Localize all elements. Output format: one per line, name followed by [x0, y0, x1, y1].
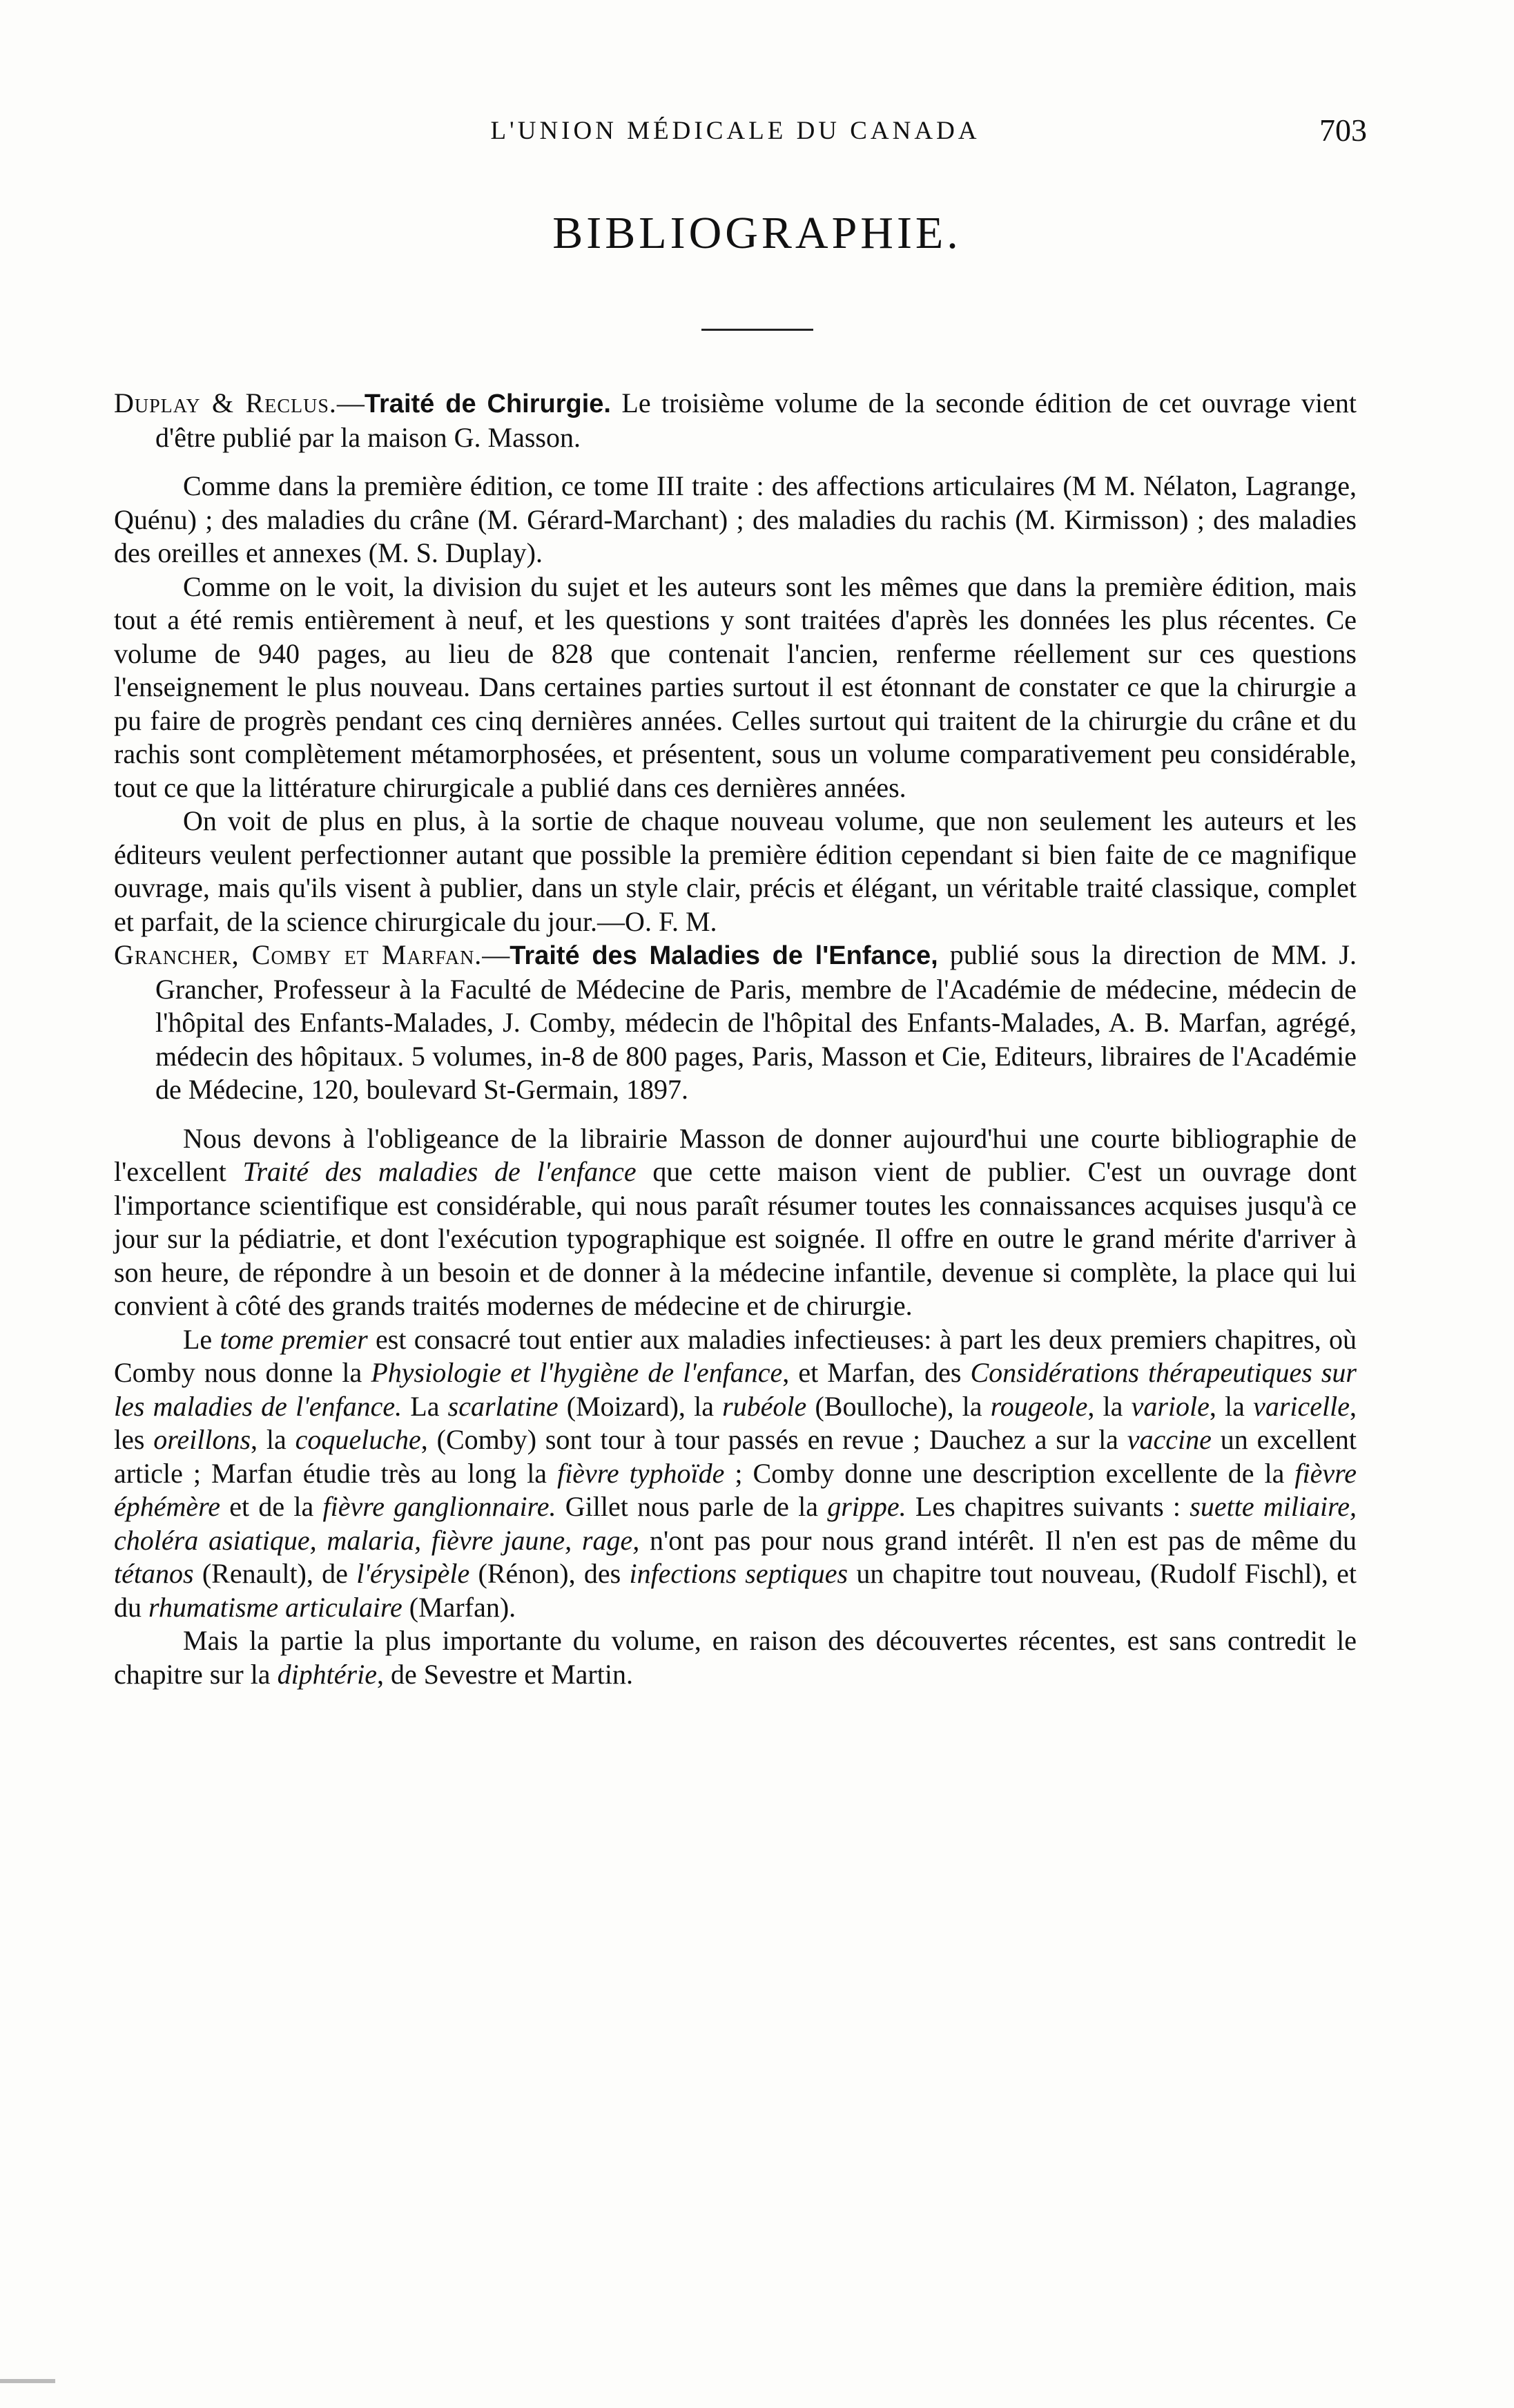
entry2-p2-italic-segment: suette miliaire, choléra asiatique, malaria, fièvre jaune, rage, [114, 1491, 1357, 1556]
entry2-p2-text-segment: (Rénon), des [469, 1558, 630, 1589]
entry2-p2-text-segment: , les [114, 1390, 1357, 1455]
entry2-paragraph-3 [114, 1624, 1357, 1691]
entry1-authors: Duplay & Reclus. [114, 387, 337, 418]
entry2-citation: publié sous la direction de MM. J. Grancher, Professeur à la Faculté de Médecine de Paris, membre de l'Académie de médecine, médecin de l'hôpital des Enfants-Malades, J. Comby, médecin de l'hôpital des Enfants-Malades, A. B. Marfan, agrégé, médecin des hôpitaux. 5 volumes, in-8 de 800 pages, Paris, Masson et Cie, Editeurs, libraires de l'Académie de Médecine, 120, boulevard St-Germain, 1897. [155, 939, 1357, 1105]
entry2-p2-italic-segment: coqueluche [295, 1424, 421, 1455]
entry1-heading [114, 387, 1357, 454]
article-body [114, 387, 1357, 1691]
entry1-paragraph-1: Comme dans la première édition, ce tome III traite : des affections articulaires (M M. Nélaton, Lagrange, Quénu) ; des maladies du crâne (M. Gérard-Marchant) ; des maladies du rachis (M. Kirmisson) ; des maladies des oreilles et annexes (M. S. Duplay). [114, 470, 1357, 568]
entry2-p2-text-segment: , et Marfan, des [782, 1357, 971, 1388]
entry2-p2-italic-segment: tome premier [220, 1323, 368, 1355]
entry2-p2-text-segment: , la [1087, 1390, 1132, 1422]
entry2-p2-italic-segment: tétanos [114, 1558, 194, 1589]
entry2-p2-text-segment: , (Comby) sont tour à tour passés en revue ; Dauchez a sur la [420, 1424, 1127, 1455]
entry2-p2-italic-segment: Considérations thérapeutiques sur les maladies de l'enfance. [114, 1357, 1357, 1422]
entry2-p3-text-b: , de Sevestre et Martin. [376, 1658, 633, 1690]
entry2-p3-italic: diphtérie [277, 1658, 377, 1690]
entry2-p2-italic-segment: Physiologie et l'hygiène de l'enfance [371, 1357, 783, 1388]
entry2-p2-text-segment: et de la [220, 1491, 323, 1522]
entry1-paragraph-3: On voit de plus en plus, à la sortie de chaque nouveau volume, que non seulement les auteurs et les éditeurs veulent perfectionner autant que possible la première édition cependant si bien faite de ce magnifique ouvrage, mais qu'ils visent à publier, dans un style clair, précis et élégant, un véritable traité classique, complet et parfait, de la science chirurgicale du jour.—O. F. M. [114, 805, 1357, 937]
entry2-p3-text-a: Mais la partie la plus importante du volume, en raison des découvertes récentes, est sans contredit le chapitre sur la [114, 1625, 1357, 1690]
entry2-p2-text-segment: La [402, 1390, 448, 1422]
entry2-p2-italic-segment: l'érysipèle [356, 1558, 470, 1589]
entry2-p2-italic-segment: variole [1131, 1390, 1210, 1422]
entry2-p2-text-segment: n'ont pas pour nous grand intérêt. Il n'en est pas de même du [639, 1524, 1357, 1556]
entry2-p2-italic-segment: rougeole [990, 1390, 1088, 1422]
entry2-paragraph-1 [114, 1122, 1357, 1323]
entry2-p2-text-segment: (Marfan). [402, 1591, 516, 1623]
entry2-dash: — [482, 939, 510, 970]
entry2-heading [114, 938, 1357, 1107]
running-title: L'UNION MÉDICALE DU CANADA [490, 117, 980, 145]
entry1-work-title: Traité de Chirurgie. [364, 389, 611, 418]
entry2-p2-text-segment: un excellent article ; Marfan étudie très au long la [114, 1424, 1357, 1489]
entry2-p2-italic-segment: infections septiques [629, 1558, 848, 1589]
entry2-p2-text-segment: un chapitre tout nouveau, (Rudolf Fischl), et du [114, 1558, 1357, 1623]
section-title: BIBLIOGRAPHIE. [552, 208, 962, 258]
entry2-p2-italic-segment: grippe. [827, 1491, 906, 1522]
entry1-paragraph-2: Comme on le voit, la division du sujet et les auteurs sont les mêmes que dans la première édition, mais tout a été remis entièrement à neuf, et les questions y sont traitées d'après les données les plus récentes. Ce volume de 940 pages, au lieu de 828 que contenait l'ancien, renferme réellement sur ces questions l'enseignement le plus nouveau. Dans certaines parties surtout il est étonnant de constater ce que la chirurgie a pu faire de progrès pendant ces cinq dernières années. Celles surtout qui traitent de la chirurgie du crâne et du rachis sont complètement métamorphosées, et présentent, sous un volume comparativement peu considérable, tout ce que la littérature chirurgicale a publié dans ces dernières années. [114, 570, 1357, 803]
entry2-p2-text-segment: (Renault), de [193, 1558, 357, 1589]
entry2-authors: Grancher, Comby et Marfan. [114, 939, 483, 970]
entry2-p2-text-segment: ; Comby donne une description excellente de la [724, 1457, 1295, 1489]
entry2-p2-italic-segment: oreillons [153, 1424, 251, 1455]
page-number: 703 [1319, 113, 1367, 148]
entry2-p1-text-a: Nous devons à l'obligeance de la librairie Masson de donner aujourd'hui une courte bibliographie de l'excellent [114, 1122, 1357, 1187]
entry1-dash: — [336, 387, 365, 418]
entry2-p2-text-segment: Gillet nous parle de la [556, 1491, 828, 1522]
entry2-p2-text-segment: (Moizard), la [558, 1390, 723, 1422]
entry2-p2-italic-segment: fièvre typhoïde [557, 1457, 725, 1489]
entry2-p2-italic-segment: fièvre ganglionnaire. [322, 1491, 556, 1522]
entry2-p2-italic-segment: vaccine [1127, 1424, 1212, 1455]
entry2-p1-text-b: que cette maison vient de publier. C'est un ouvrage dont l'importance scientifique est considérable, qui nous paraît résumer toutes les connaissances acquises jusqu'à ce jour sur la pédiatrie, et dont l'exécution typographique est soignée. Il offre en outre le grand mérite d'arriver à son heure, de répondre à un besoin et de donner à la médecine infantile, devenue si complète, la place qui lui convient à côté des grands traités modernes de médecine et de chirurgie. [114, 1156, 1357, 1321]
entry2-p2-italic-segment: varicelle [1253, 1390, 1350, 1422]
entry2-work-title: Traité des Maladies de l'Enfance, [509, 941, 938, 970]
title-rule [701, 329, 813, 331]
entry1-intro: Le troisième volume de la seconde édition de cet ouvrage vient d'être publié par la maison G. Masson. [155, 387, 1357, 453]
entry2-p2-italic-segment: scarlatine [447, 1390, 559, 1422]
entry2-p2-text-segment: , la [1209, 1390, 1254, 1422]
entry2-p1-italic-title: Traité des maladies de l'enfance [242, 1156, 637, 1187]
entry2-p2-text-segment: , la [251, 1424, 295, 1455]
footer-mark [0, 2379, 55, 2383]
entry2-p2-text-segment: (Boulloche), la [806, 1390, 991, 1422]
entry2-p2-italic-segment: fièvre éphémère [114, 1457, 1357, 1522]
entry2-paragraph-2 [114, 1323, 1357, 1625]
entry2-p2-text-segment: Les chapitres suivants : [906, 1491, 1190, 1522]
entry2-p2-italic-segment: rubéole [722, 1390, 807, 1422]
entry2-p2-italic-segment: rhumatisme articulaire [148, 1591, 402, 1623]
entry2-p2-text-segment: est consacré tout entier aux maladies infectieuses: à part les deux premiers chapitres, où Comby nous donne la [114, 1323, 1357, 1388]
entry2-p2-text-segment: Le [183, 1323, 220, 1355]
running-head [104, 113, 1367, 157]
